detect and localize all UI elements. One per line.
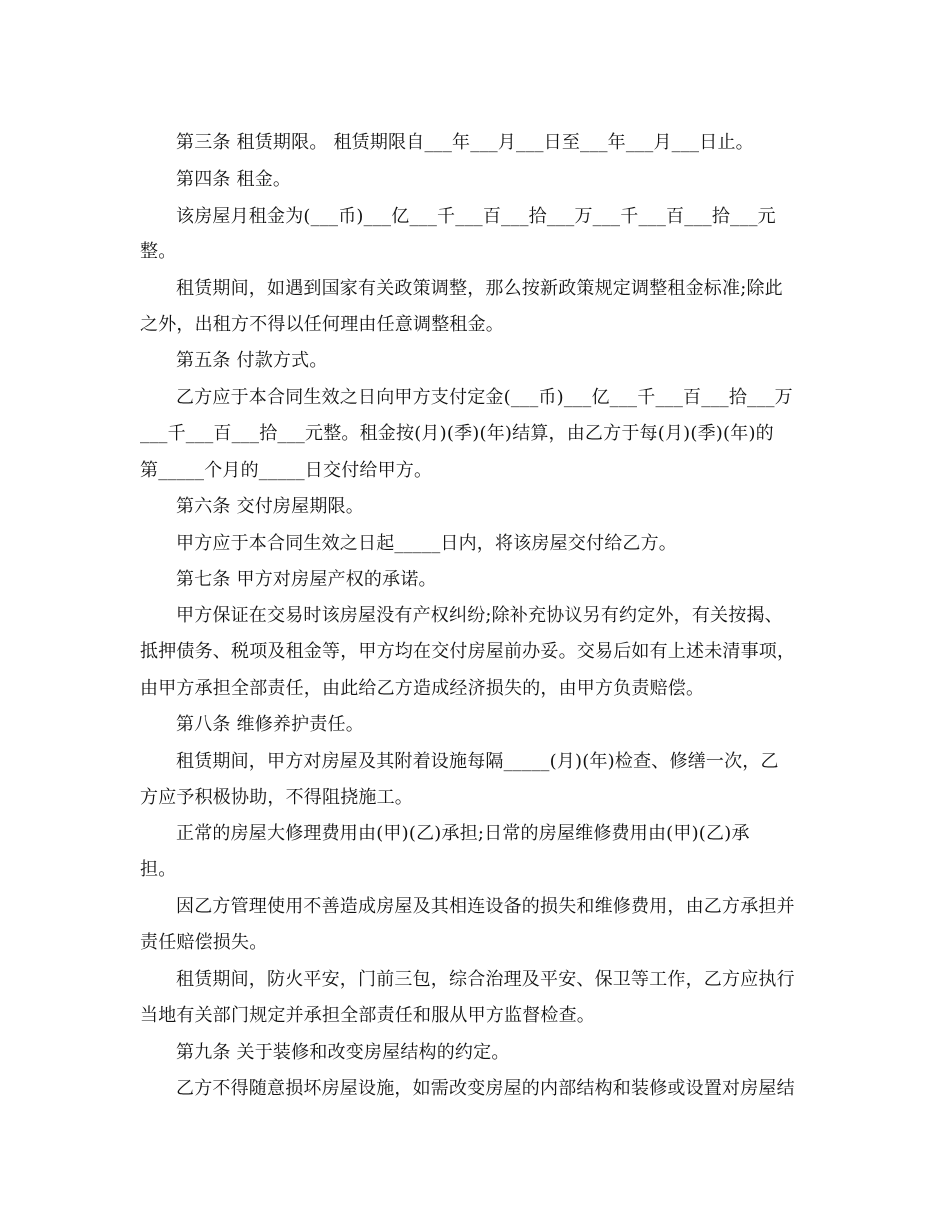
- rent-amount-line-2: 整。: [140, 241, 177, 262]
- rent-adjust-line-2: 之外，出租方不得以任何理由任意调整租金。: [140, 314, 504, 335]
- repair-cost-line-1: 正常的房屋大修理费用由(甲)(乙)承担;日常的房屋维修费用由(甲)(乙)承: [176, 823, 750, 844]
- delivery-line: 甲方应于本合同生效之日起_____日内，将该房屋交付给乙方。: [176, 533, 677, 554]
- clause-4-heading: 第四条 租金。: [176, 169, 292, 190]
- title-warranty-line-3: 由甲方承担全部责任，由此给乙方造成经济损失的，由甲方负责赔偿。: [140, 678, 705, 699]
- renovation-line-1: 乙方不得随意损坏房屋设施，如需改变房屋的内部结构和装修或设置对房屋结: [176, 1078, 795, 1099]
- damage-line-2: 责任赔偿损失。: [140, 932, 268, 953]
- damage-line-1: 因乙方管理使用不善造成房屋及其相连设备的损失和维修费用，由乙方承担并: [176, 896, 795, 917]
- clause-6-heading: 第六条 交付房屋期限。: [176, 496, 364, 517]
- rent-amount-line-1: 该房屋月租金为(___币)___亿___千___百___拾___万___千___百___拾___元: [176, 206, 776, 227]
- clause-3-term: 第三条 租赁期限。 租赁期限自___年___月___日至___年___月___日止。: [176, 132, 754, 153]
- maintenance-line-2: 方应予积极协助，不得阻挠施工。: [140, 787, 413, 808]
- safety-line-2: 当地有关部门规定并承担全部责任和服从甲方监督检查。: [140, 1005, 595, 1026]
- clause-5-heading: 第五条 付款方式。: [176, 350, 328, 371]
- payment-line-2: ___千___百___拾___元整。租金按(月)(季)(年)结算，由乙方于每(月)(季)(年)的: [140, 423, 774, 444]
- repair-cost-line-2: 担。: [140, 859, 177, 880]
- maintenance-line-1: 租赁期间，甲方对房屋及其附着设施每隔_____(月)(年)检查、修缮一次，乙: [176, 751, 779, 772]
- rent-adjust-line-1: 租赁期间，如遇到国家有关政策调整，那么按新政策规定调整租金标准;除此: [176, 278, 783, 299]
- clause-7-heading: 第七条 甲方对房屋产权的承诺。: [176, 569, 437, 590]
- payment-line-3: 第_____个月的_____日交付给甲方。: [140, 460, 433, 481]
- clause-8-heading: 第八条 维修养护责任。: [176, 714, 364, 735]
- payment-line-1: 乙方应于本合同生效之日向甲方支付定金(___币)___亿___千___百___拾___万: [176, 387, 793, 408]
- title-warranty-line-2: 抵押债务、税项及租金等，甲方均在交付房屋前办妥。交易后如有上述未清事项，: [140, 641, 796, 662]
- title-warranty-line-1: 甲方保证在交易时该房屋没有产权纠纷;除补充协议另有约定外，有关按揭、: [176, 605, 783, 626]
- safety-line-1: 租赁期间，防火平安，门前三包，综合治理及平安、保卫等工作，乙方应执行: [176, 969, 795, 990]
- clause-9-heading: 第九条 关于装修和改变房屋结构的约定。: [176, 1042, 510, 1063]
